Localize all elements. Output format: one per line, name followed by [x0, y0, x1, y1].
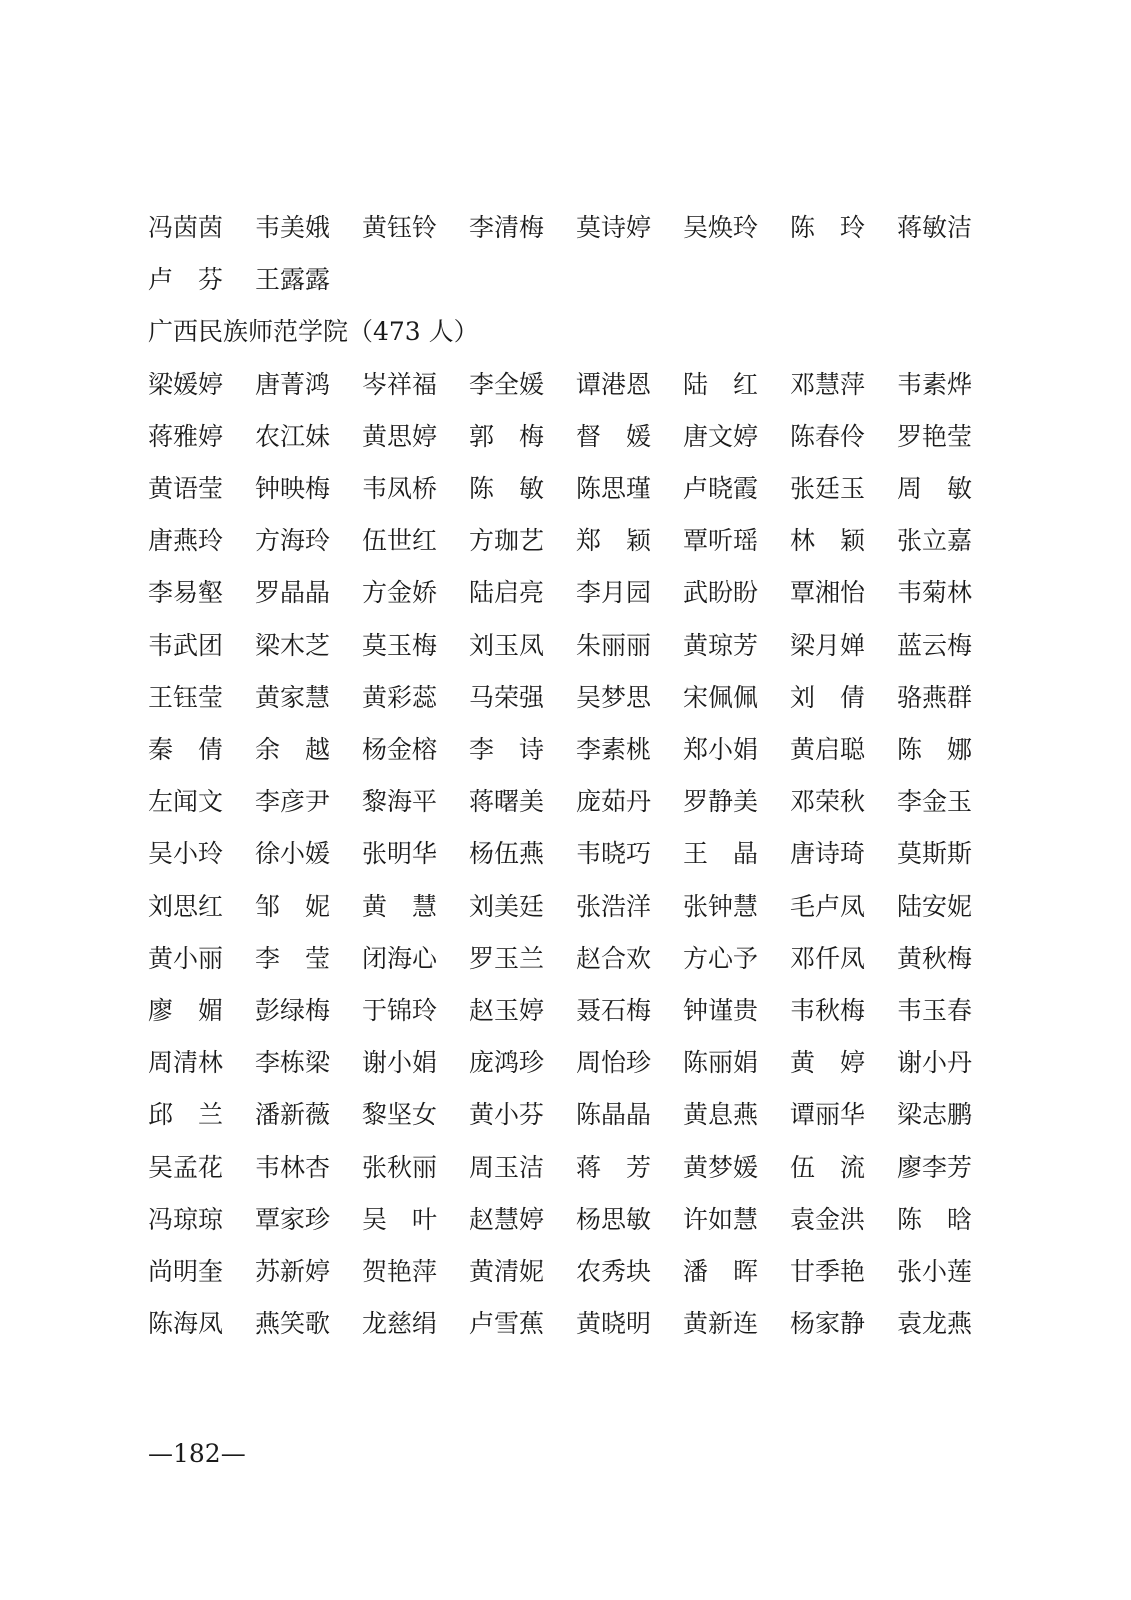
person-name: 罗艳莹	[897, 421, 973, 451]
person-name: 陆安妮	[897, 891, 973, 921]
person-name: 梁媛婷	[148, 369, 224, 399]
person-name: 冯茵茵	[148, 213, 224, 242]
person-name: 王钰莹	[148, 682, 224, 712]
person-name: 韦凤桥	[362, 474, 438, 503]
person-name: 庞鸿珍	[469, 1048, 545, 1078]
person-name: 督 媛	[576, 421, 652, 451]
person-name: 刘 倩	[790, 682, 866, 712]
person-name: 陈 玲	[790, 213, 866, 242]
name-row	[148, 1043, 988, 1083]
name-row	[148, 1304, 988, 1344]
person-name: 周清林	[148, 1048, 224, 1078]
person-name: 李栋梁	[255, 1048, 331, 1078]
person-name: 杨金榕	[362, 735, 438, 764]
person-name: 袁金洪	[790, 1204, 866, 1234]
name-row	[148, 730, 988, 770]
person-name: 黄琼芳	[683, 630, 759, 660]
person-name: 朱丽丽	[576, 630, 652, 660]
person-name: 余 越	[255, 735, 331, 764]
person-name: 唐诗琦	[790, 839, 866, 869]
person-name: 潘新薇	[255, 1100, 331, 1130]
person-name: 莫玉梅	[362, 630, 438, 660]
person-name: 邓荣秋	[790, 787, 866, 817]
person-name: 钟映梅	[255, 474, 331, 503]
person-name: 黄启聪	[790, 735, 866, 764]
person-name: 燕笑歌	[255, 1309, 331, 1339]
person-name: 袁龙燕	[897, 1309, 973, 1339]
person-name: 黄语莹	[148, 474, 224, 503]
person-name: 刘美廷	[469, 891, 545, 921]
person-name: 黄小芬	[469, 1100, 545, 1130]
person-name: 郑 颖	[576, 526, 652, 556]
page-number: —182—	[148, 1439, 246, 1468]
person-name: 赵玉婷	[469, 996, 545, 1025]
name-row	[148, 469, 988, 509]
person-name: 谭丽华	[790, 1100, 866, 1130]
person-name: 黎坚女	[362, 1100, 438, 1130]
person-name: 吴孟花	[148, 1152, 224, 1182]
name-row	[148, 1252, 988, 1292]
person-name: 张浩洋	[576, 891, 652, 921]
person-name: 苏新婷	[255, 1257, 331, 1286]
person-name: 韦菊林	[897, 578, 973, 608]
person-name: 卢 芬	[148, 265, 224, 295]
person-name: 张廷玉	[790, 474, 866, 503]
person-name: 林 颖	[790, 526, 866, 556]
person-name: 钟谨贵	[683, 996, 759, 1025]
name-row	[148, 626, 988, 666]
person-name: 杨家静	[790, 1309, 866, 1339]
person-name: 邓仟凤	[790, 943, 866, 973]
person-name: 梁木芝	[255, 630, 331, 660]
section-heading: 广西民族师范学院（473 人）	[148, 317, 479, 347]
person-name: 周玉洁	[469, 1152, 545, 1182]
person-name: 杨思敏	[576, 1204, 652, 1234]
name-row	[148, 208, 988, 248]
person-name: 农秀块	[576, 1257, 652, 1286]
name-row	[148, 991, 988, 1031]
person-name: 毛卢凤	[790, 891, 866, 921]
person-name: 卢雪蕉	[469, 1309, 545, 1339]
person-name: 陈 娜	[897, 735, 973, 764]
person-name: 尚明奎	[148, 1257, 224, 1286]
name-row	[148, 939, 988, 979]
person-name: 覃听瑶	[683, 526, 759, 556]
person-name: 周怡珍	[576, 1048, 652, 1078]
person-name: 张立嘉	[897, 526, 973, 556]
person-name: 唐菁鸿	[255, 369, 331, 399]
person-name: 庞茹丹	[576, 787, 652, 817]
name-row	[148, 1095, 988, 1135]
person-name: 潘 晖	[683, 1257, 759, 1286]
person-name: 李月园	[576, 578, 652, 608]
person-name: 李全媛	[469, 369, 545, 399]
person-name: 聂石梅	[576, 996, 652, 1025]
name-row	[148, 260, 988, 300]
person-name: 黄钰铃	[362, 213, 438, 242]
person-name: 蒋曙美	[469, 787, 545, 817]
person-name: 于锦玲	[362, 996, 438, 1025]
person-name: 张秋丽	[362, 1152, 438, 1182]
person-name: 蒋 芳	[576, 1152, 652, 1182]
name-row	[148, 365, 988, 405]
person-name: 蒋雅婷	[148, 421, 224, 451]
person-name: 赵慧婷	[469, 1204, 545, 1234]
person-name: 廖 媚	[148, 996, 224, 1025]
person-name: 宋佩佩	[683, 682, 759, 712]
name-row	[148, 573, 988, 613]
person-name: 莫斯斯	[897, 839, 973, 869]
person-name: 赵合欢	[576, 943, 652, 973]
person-name: 陈 晗	[897, 1204, 973, 1234]
person-name: 伍世红	[362, 526, 438, 556]
person-name: 张钟慧	[683, 891, 759, 921]
person-name: 邓慧萍	[790, 369, 866, 399]
person-name: 方珈艺	[469, 526, 545, 556]
person-name: 韦林杏	[255, 1152, 331, 1182]
person-name: 张小莲	[897, 1257, 973, 1286]
person-name: 伍 流	[790, 1152, 866, 1182]
person-name: 农江妹	[255, 421, 331, 451]
person-name: 刘玉凤	[469, 630, 545, 660]
person-name: 李素桃	[576, 735, 652, 764]
person-name: 韦美娥	[255, 213, 331, 242]
person-name: 王露露	[255, 265, 331, 295]
person-name: 马荣强	[469, 682, 545, 712]
name-row	[148, 417, 988, 457]
person-name: 唐文婷	[683, 421, 759, 451]
person-name: 李 诗	[469, 735, 545, 764]
person-name: 岑祥福	[362, 369, 438, 399]
person-name: 闭海心	[362, 943, 438, 973]
person-name: 骆燕群	[897, 682, 973, 712]
person-name: 谢小娟	[362, 1048, 438, 1078]
person-name: 方心予	[683, 943, 759, 973]
person-name: 韦秋梅	[790, 996, 866, 1025]
person-name: 陈思瑾	[576, 474, 652, 503]
person-name: 韦玉春	[897, 996, 973, 1025]
person-name: 唐燕玲	[148, 526, 224, 556]
person-name: 冯琼琼	[148, 1204, 224, 1234]
person-name: 张明华	[362, 839, 438, 869]
person-name: 黄 婷	[790, 1048, 866, 1078]
person-name: 李金玉	[897, 787, 973, 817]
person-name: 廖李芳	[897, 1152, 973, 1182]
person-name: 贺艳萍	[362, 1257, 438, 1286]
person-name: 陈海凤	[148, 1309, 224, 1339]
person-name: 莫诗婷	[576, 213, 652, 242]
person-name: 覃家珍	[255, 1204, 331, 1234]
person-name: 黄新连	[683, 1309, 759, 1339]
person-name: 梁月婵	[790, 630, 866, 660]
person-name: 李 莹	[255, 943, 331, 973]
person-name: 卢晓霞	[683, 474, 759, 503]
name-row	[148, 1148, 988, 1188]
person-name: 韦晓巧	[576, 839, 652, 869]
name-row	[148, 834, 988, 874]
person-name: 吴焕玲	[683, 213, 759, 242]
person-name: 刘思红	[148, 891, 224, 921]
person-name: 甘季艳	[790, 1257, 866, 1286]
person-name: 吴小玲	[148, 839, 224, 869]
person-name: 吴梦思	[576, 682, 652, 712]
person-name: 黄彩蕊	[362, 682, 438, 712]
person-name: 黄晓明	[576, 1309, 652, 1339]
person-name: 方金娇	[362, 578, 438, 608]
person-name: 许如慧	[683, 1204, 759, 1234]
person-name: 黄秋梅	[897, 943, 973, 973]
person-name: 陆启亮	[469, 578, 545, 608]
person-name: 黄家慧	[255, 682, 331, 712]
person-name: 陈丽娟	[683, 1048, 759, 1078]
name-row	[148, 521, 988, 561]
person-name: 罗玉兰	[469, 943, 545, 973]
person-name: 蓝云梅	[897, 630, 973, 660]
person-name: 罗晶晶	[255, 578, 331, 608]
person-name: 黄息燕	[683, 1100, 759, 1130]
person-name: 徐小媛	[255, 839, 331, 869]
person-name: 梁志鹏	[897, 1100, 973, 1130]
person-name: 覃湘怡	[790, 578, 866, 608]
person-name: 郭 梅	[469, 421, 545, 451]
person-name: 李易壑	[148, 578, 224, 608]
name-row	[148, 1200, 988, 1240]
person-name: 谢小丹	[897, 1048, 973, 1078]
person-name: 黄 慧	[362, 891, 438, 921]
person-name: 左闻文	[148, 787, 224, 817]
person-name: 蒋敏洁	[897, 213, 973, 242]
person-name: 方海玲	[255, 526, 331, 556]
person-name: 武盼盼	[683, 578, 759, 608]
person-name: 韦武团	[148, 630, 224, 660]
person-name: 陆 红	[683, 369, 759, 399]
person-name: 黄小丽	[148, 943, 224, 973]
person-name: 彭绿梅	[255, 996, 331, 1025]
person-name: 邱 兰	[148, 1100, 224, 1130]
person-name: 罗静美	[683, 787, 759, 817]
person-name: 陈 敏	[469, 474, 545, 503]
person-name: 韦素烨	[897, 369, 973, 399]
name-row	[148, 678, 988, 718]
person-name: 邹 妮	[255, 891, 331, 921]
person-name: 吴 叶	[362, 1204, 438, 1234]
person-name: 王 晶	[683, 839, 759, 869]
person-name: 杨伍燕	[469, 839, 545, 869]
person-name: 陈春伶	[790, 421, 866, 451]
person-name: 李彦尹	[255, 787, 331, 817]
person-name: 龙慈绢	[362, 1309, 438, 1339]
person-name: 秦 倩	[148, 735, 224, 764]
person-name: 周 敏	[897, 474, 973, 503]
person-name: 黄思婷	[362, 421, 438, 451]
person-name: 郑小娟	[683, 735, 759, 764]
person-name: 黄梦媛	[683, 1152, 759, 1182]
name-row	[148, 887, 988, 927]
person-name: 李清梅	[469, 213, 545, 242]
person-name: 陈晶晶	[576, 1100, 652, 1130]
person-name: 黎海平	[362, 787, 438, 817]
person-name: 谭港恩	[576, 369, 652, 399]
person-name: 黄清妮	[469, 1257, 545, 1286]
name-row	[148, 782, 988, 822]
